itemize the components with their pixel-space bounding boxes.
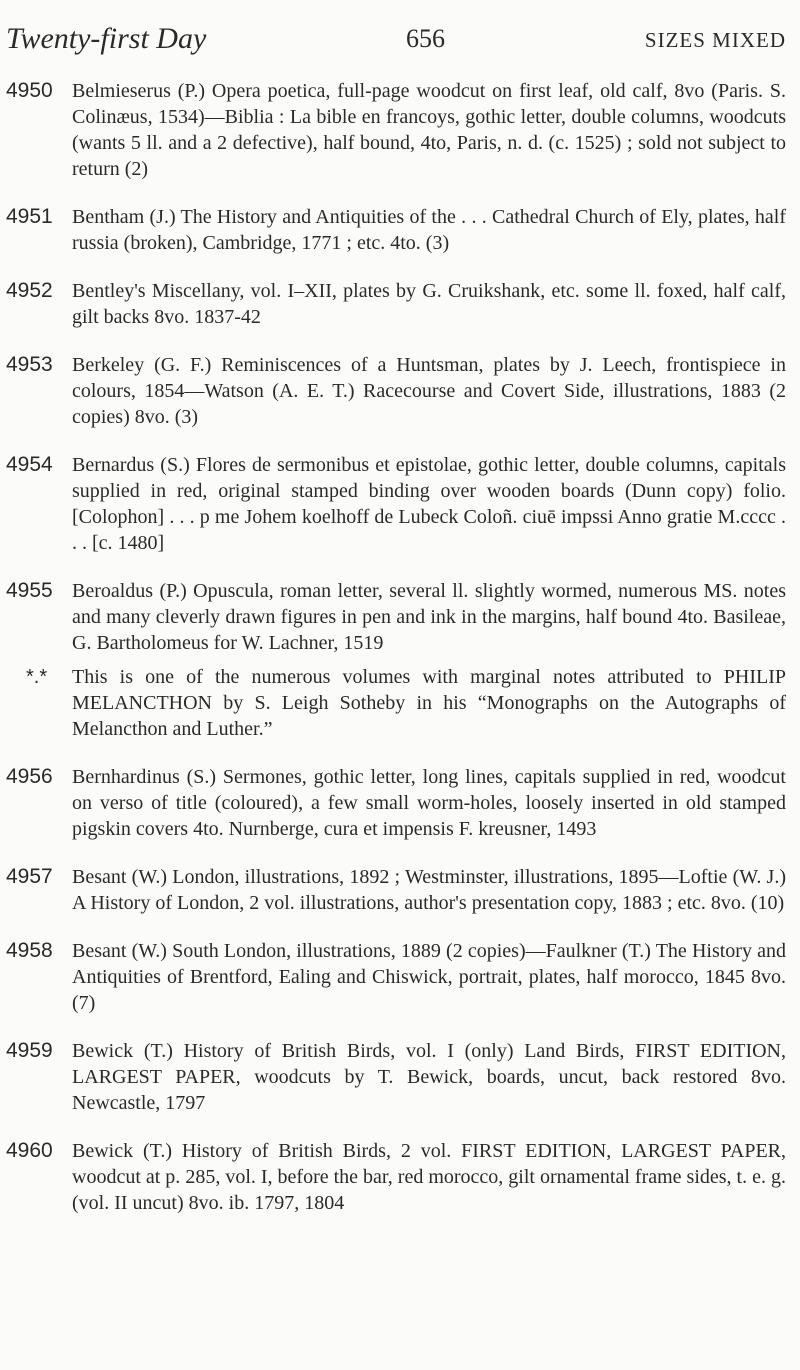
lot-note (6, 664, 786, 742)
page-number: 656 (406, 24, 445, 53)
lot-entry (6, 452, 786, 556)
lot-entry (6, 1038, 786, 1116)
lot-entry (6, 204, 786, 256)
lot-list (6, 78, 786, 1238)
lot-description: Beroaldus (P.) Opuscula, roman letter, several ll. slightly wormed, numerous MS. notes and many cleverly drawn figures in pen and ink in the margins, half bound 4to. Basileae, G. Bartholomeus for W. Lachner, 1519 (72, 580, 786, 654)
running-title: Twenty-first Day (6, 22, 207, 55)
lot-entry (6, 278, 786, 330)
lot-number: 4959 (6, 1039, 53, 1062)
lot-entry (6, 864, 786, 916)
lot-entry (6, 764, 786, 842)
lot-description: Bentham (J.) The History and Antiquities of the . . . Cathedral Church of Ely, plates, half russia (broken), Cambridge, 1771 ; etc. 4to. (3) (72, 206, 786, 254)
lot-description: Bernardus (S.) Flores de sermonibus et epistolae, gothic letter, double columns, capitals supplied in red, original stamped binding over wooden boards (Dunn copy) folio. [Colophon] . . . p me Johem koelhoff de Lubeck Coloñ. ciuē impssi Anno gratie M.cccc . . . [c. 1480] (72, 454, 786, 554)
lot-description: Bentley's Miscellany, vol. I–XII, plates by G. Cruikshank, etc. some ll. foxed, half calf, gilt backs 8vo. 1837-42 (72, 280, 786, 328)
lot-number: 4954 (6, 453, 53, 476)
lot-entry (6, 78, 786, 182)
lot-number: 4960 (6, 1139, 53, 1162)
lot-description: Berkeley (G. F.) Reminiscences of a Huntsman, plates by J. Leech, frontispiece in colours, 1854—Watson (A. E. T.) Racecourse and Covert Side, illustrations, 1883 (2 copies) 8vo. (3) (72, 354, 786, 428)
lot-entry (6, 578, 786, 656)
lot-entry (6, 1138, 786, 1216)
lot-entry (6, 938, 786, 1016)
lot-description: Bewick (T.) History of British Birds, vol. I (only) Land Birds, FIRST EDITION, LARGEST PAPER, woodcuts by T. Bewick, boards, uncut, back restored 8vo. Newcastle, 1797 (72, 1040, 786, 1114)
note-marker: *.* (26, 666, 48, 688)
page-header (6, 22, 786, 62)
lot-number: 4951 (6, 205, 53, 228)
lot-description: Besant (W.) South London, illustrations, 1889 (2 copies)—Faulkner (T.) The History and Antiquities of Brentford, Ealing and Chiswick, portrait, plates, half morocco, 1845 8vo. (7) (72, 940, 786, 1014)
lot-number: 4950 (6, 79, 53, 102)
lot-number: 4952 (6, 279, 53, 302)
lot-number: 4957 (6, 865, 53, 888)
note-text: This is one of the numerous volumes with marginal notes attributed to PHILIP MELANCTHON by S. Leigh Sotheby in his “Monographs on the Autographs of Melancthon and Luther.” (72, 666, 786, 740)
lot-description: Bewick (T.) History of British Birds, 2 vol. FIRST EDITION, LARGEST PAPER, woodcut at p. 285, vol. I, before the bar, red morocco, gilt ornamental frame sides, t. e. g. (vol. II uncut) 8vo. ib. 1797, 1804 (72, 1140, 786, 1214)
lot-number: 4956 (6, 765, 53, 788)
lot-entry (6, 352, 786, 430)
lot-number: 4953 (6, 353, 53, 376)
lot-description: Belmieserus (P.) Opera poetica, full-page woodcut on first leaf, old calf, 8vo (Paris. S. Colinæus, 1534)—Biblia : La bible en francoys, gothic letter, double columns, woodcuts (wants 5 ll. and a 2 defective), half bound, 4to, Paris, n. d. (c. 1525) ; sold not subject to return (2) (72, 80, 786, 180)
section-title: SIZES MIXED (644, 28, 786, 52)
lot-number: 4955 (6, 579, 53, 602)
lot-description: Bernhardinus (S.) Sermones, gothic letter, long lines, capitals supplied in red, woodcut on verso of title (coloured), a few small worm-holes, loosely inserted in old stamped pigskin covers 4to. Nurnberge, cura et impensis F. kreusner, 1493 (72, 766, 786, 840)
lot-number: 4958 (6, 939, 53, 962)
lot-description: Besant (W.) London, illustrations, 1892 ; Westminster, illustrations, 1895—Loftie (W. J.) A History of London, 2 vol. illustrations, author's presentation copy, 1883 ; etc. 8vo. (10) (72, 866, 786, 914)
